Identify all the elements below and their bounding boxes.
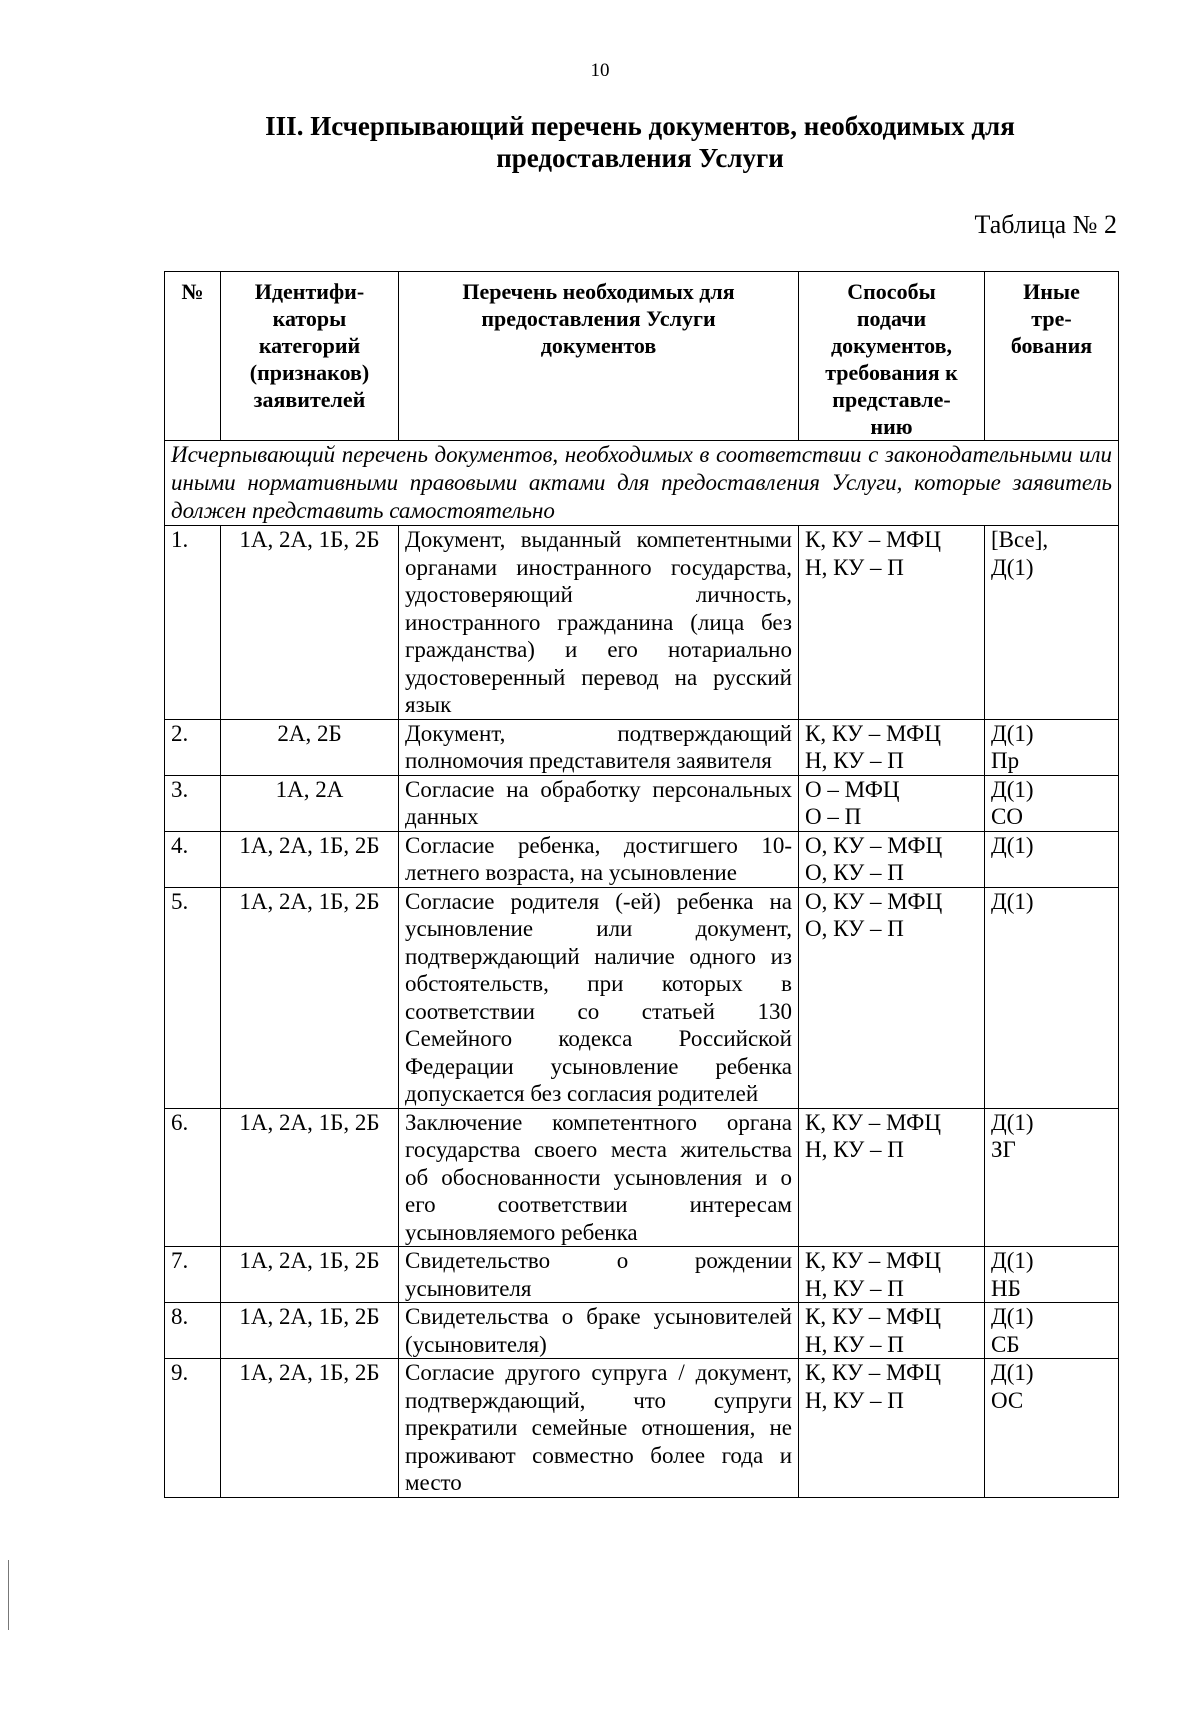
row-identifiers <box>221 775 399 831</box>
section-title-line-1: III. Исчерпывающий перечень документов, необходимых для <box>265 111 1015 141</box>
row-other-requirements <box>985 719 1119 775</box>
section-row <box>165 441 1119 526</box>
row-document <box>399 1108 799 1247</box>
row-identifiers <box>221 831 399 887</box>
table-header-row <box>165 272 1119 441</box>
row-number-text: 1. <box>171 527 189 552</box>
table-row <box>165 775 1119 831</box>
row-number-text: 2. <box>171 720 189 746</box>
row-number-text: 3. <box>171 776 189 802</box>
row-identifiers-text: 1А, 2А, 1Б, 2Б <box>239 527 380 552</box>
row-number <box>165 775 221 831</box>
row-other-requirements <box>985 775 1119 831</box>
row-document <box>399 526 799 720</box>
row-submission-methods-text: К, КУ – МФЦ Н, КУ – П <box>805 1109 941 1162</box>
row-submission-methods <box>799 887 985 1108</box>
row-other-requirements-text: Д(1) Пр <box>991 720 1034 773</box>
row-number-text: 8. <box>171 1304 189 1329</box>
header-num: № <box>165 272 221 441</box>
row-other-requirements-text: Д(1) <box>991 832 1034 858</box>
row-submission-methods-text: О – МФЦ О – П <box>805 776 900 829</box>
row-identifiers <box>221 526 399 720</box>
row-submission-methods <box>799 1359 985 1498</box>
row-number-text: 9. <box>171 1360 189 1385</box>
row-document-text: Свидетельства о браке усыновителей (усыновителя) <box>405 1304 792 1357</box>
row-document <box>399 1303 799 1359</box>
row-document-text: Заключение компетентного органа государства своего места жительства об обоснованности усыновления и о его соответствии интересам усыновляемого ребенка <box>405 1109 792 1245</box>
row-identifiers-text: 2А, 2Б <box>277 720 342 746</box>
row-document <box>399 775 799 831</box>
row-other-requirements-text: Д(1) <box>991 888 1034 914</box>
row-number-text: 7. <box>171 1248 189 1273</box>
row-submission-methods <box>799 1303 985 1359</box>
section-title-line-2: предоставления Услуги <box>496 143 784 173</box>
row-submission-methods-text: К, КУ – МФЦ Н, КУ – П <box>805 1360 941 1413</box>
row-document-text: Согласие родителя (-ей) ребенка на усыновление или документ, подтверждающий наличие одного из обстоятельств, при которых в соответствии со статьей 130 Семейного кодекса Российской Федерации усыновление ребенка допускается без согласия родителей <box>405 888 792 1106</box>
row-identifiers-text: 1А, 2А, 1Б, 2Б <box>239 832 380 858</box>
page-number: 10 <box>590 60 610 81</box>
table-row <box>165 1359 1119 1498</box>
row-document-text: Согласие ребенка, достигшего 10-летнего возраста, на усыновление <box>405 832 792 885</box>
row-submission-methods-text: О, КУ – МФЦ О, КУ – П <box>805 888 943 941</box>
row-number <box>165 1108 221 1247</box>
row-number <box>165 1247 221 1303</box>
table-caption: Таблица № 2 <box>974 210 1117 239</box>
row-document <box>399 1247 799 1303</box>
row-identifiers <box>221 1359 399 1498</box>
header-submission-methods: Способы подачи документов, требования к представле- нию <box>799 272 985 441</box>
row-identifiers <box>221 1303 399 1359</box>
row-other-requirements <box>985 526 1119 720</box>
table-row <box>165 1108 1119 1247</box>
row-identifiers-text: 1А, 2А <box>275 776 344 802</box>
header-document-list: Перечень необходимых для предоставления Услуги документов <box>399 272 799 441</box>
row-other-requirements <box>985 831 1119 887</box>
table-row <box>165 831 1119 887</box>
row-submission-methods <box>799 1108 985 1247</box>
header-identifiers: Идентифи- каторы категорий (признаков) заявителей <box>221 272 399 441</box>
row-identifiers <box>221 1247 399 1303</box>
row-other-requirements <box>985 1303 1119 1359</box>
row-document <box>399 1359 799 1498</box>
row-submission-methods-text: К, КУ – МФЦ Н, КУ – П <box>805 1248 941 1301</box>
row-submission-methods-text: О, КУ – МФЦ О, КУ – П <box>805 832 943 885</box>
row-identifiers-text: 1А, 2А, 1Б, 2Б <box>239 1304 380 1329</box>
row-document <box>399 719 799 775</box>
row-submission-methods <box>799 1247 985 1303</box>
row-submission-methods-text: К, КУ – МФЦ Н, КУ – П <box>805 720 941 773</box>
row-document-text: Согласие на обработку персональных данных <box>405 776 792 829</box>
row-other-requirements-text: Д(1) СО <box>991 776 1034 829</box>
scan-margin-mark <box>8 1560 9 1630</box>
table-row <box>165 1303 1119 1359</box>
row-number <box>165 887 221 1108</box>
row-other-requirements-text: Д(1) ОС <box>991 1360 1034 1413</box>
row-document-text: Свидетельство о рождении усыновителя <box>405 1248 792 1301</box>
documents-table <box>164 271 1119 1498</box>
row-submission-methods-text: К, КУ – МФЦ Н, КУ – П <box>805 1304 941 1357</box>
table-row <box>165 526 1119 720</box>
row-other-requirements <box>985 1359 1119 1498</box>
row-document <box>399 831 799 887</box>
row-other-requirements-text: [Все], Д(1) <box>991 527 1049 580</box>
row-identifiers-text: 1А, 2А, 1Б, 2Б <box>239 1109 380 1135</box>
row-identifiers-text: 1А, 2А, 1Б, 2Б <box>239 888 380 914</box>
row-number <box>165 526 221 720</box>
row-submission-methods <box>799 526 985 720</box>
row-document-text: Документ, подтверждающий полномочия представителя заявителя <box>405 720 792 773</box>
row-identifiers <box>221 719 399 775</box>
row-number <box>165 1303 221 1359</box>
row-other-requirements-text: Д(1) ЗГ <box>991 1109 1034 1162</box>
row-document-text: Документ, выданный компетентными органами иностранного государства, удостоверяющий личность, иностранного гражданина (лица без гражданства) и его нотариально удостоверенный перевод на русский язык <box>405 527 792 717</box>
row-document-text: Согласие другого супруга / документ, подтверждающий, что супруги прекратили семейные отношения, не проживают совместно более года и место <box>405 1360 792 1495</box>
row-number-text: 6. <box>171 1109 189 1135</box>
row-identifiers-text: 1А, 2А, 1Б, 2Б <box>239 1360 380 1385</box>
table-row <box>165 719 1119 775</box>
header-other-requirements: Иные тре- бования <box>985 272 1119 441</box>
row-other-requirements <box>985 1247 1119 1303</box>
table-row <box>165 887 1119 1108</box>
row-document <box>399 887 799 1108</box>
row-submission-methods <box>799 775 985 831</box>
row-number-text: 4. <box>171 832 189 858</box>
row-number <box>165 1359 221 1498</box>
row-other-requirements <box>985 887 1119 1108</box>
row-submission-methods-text: К, КУ – МФЦ Н, КУ – П <box>805 527 941 580</box>
row-submission-methods <box>799 831 985 887</box>
section-title <box>200 110 1080 174</box>
row-number <box>165 831 221 887</box>
row-identifiers-text: 1А, 2А, 1Б, 2Б <box>239 1248 380 1273</box>
row-number-text: 5. <box>171 888 189 914</box>
row-number <box>165 719 221 775</box>
row-submission-methods <box>799 719 985 775</box>
row-other-requirements-text: Д(1) СБ <box>991 1304 1034 1357</box>
row-identifiers <box>221 1108 399 1247</box>
table-row <box>165 1247 1119 1303</box>
section-row-text: Исчерпывающий перечень документов, необходимых в соответствии с законодательными или иными нормативными правовыми актами для предоставления Услуги, которые заявитель должен представить самостоятельно <box>165 441 1119 526</box>
row-other-requirements-text: Д(1) НБ <box>991 1248 1034 1301</box>
row-other-requirements <box>985 1108 1119 1247</box>
row-identifiers <box>221 887 399 1108</box>
